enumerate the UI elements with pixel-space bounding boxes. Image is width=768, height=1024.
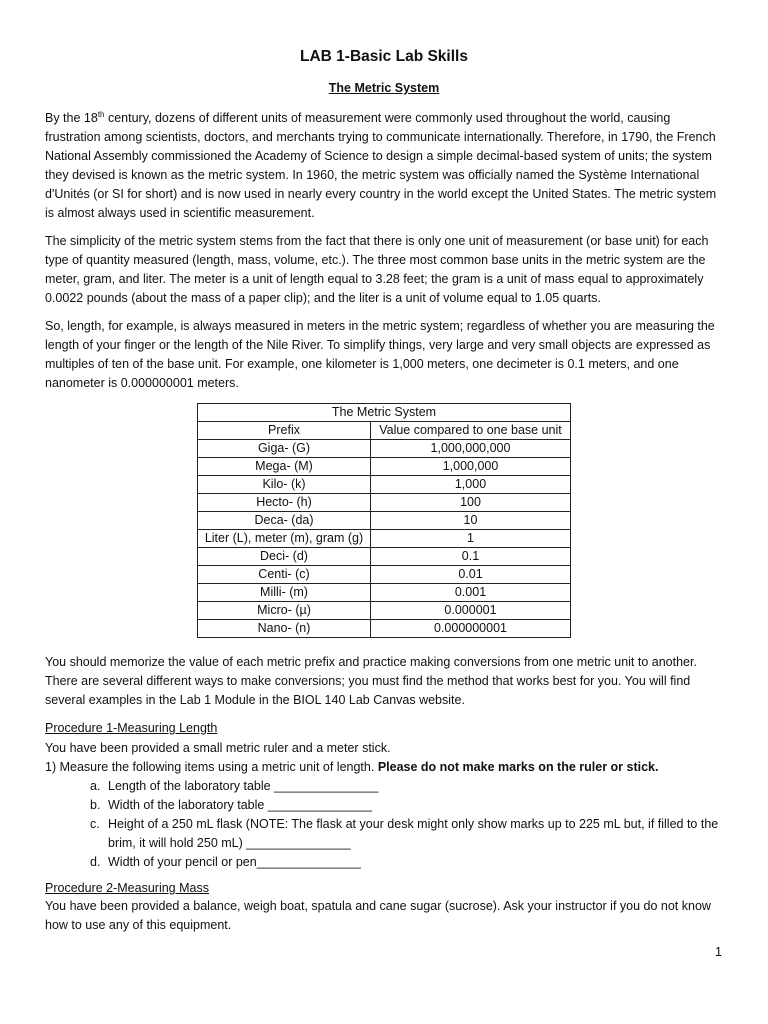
prefix-cell: Hecto- (h): [198, 494, 371, 512]
paragraph-history-rest: century, dozens of different units of measurement were commonly used throughout the world, causing frustration among scientists, doctors, and merchants trying to communicate internationally. Therefore, in 1790, the French National Assembly commissioned the Academy of Science to design a simple decimal-based system of units; the system they devised is known as the metric system. In 1960, the metric system was officially named the Système International d'Unités (or SI for short) and is now used in nearly every country in the world except the United States. The metric system is almost always used in scientific measurement.: [45, 111, 717, 220]
prefix-cell: Giga- (G): [198, 440, 371, 458]
list-item-text: Length of the laboratory table _______________: [108, 779, 379, 793]
ordinal-superscript: th: [97, 109, 105, 119]
list-item-label: d.: [90, 855, 101, 869]
list-item: [90, 853, 730, 872]
list-item-label: b.: [90, 798, 101, 812]
list-item-text: Height of a 250 mL flask (NOTE: The flask at your desk might only show marks up to 225 mL but, if filled to the: [108, 817, 719, 831]
value-cell: 1: [371, 530, 571, 548]
instruction-text: 1) Measure the following items using a metric unit of length.: [45, 760, 378, 774]
procedure-1-instruction: [45, 758, 735, 777]
table-caption-row: [198, 404, 571, 422]
section-subtitle: The Metric System: [328, 81, 440, 95]
table-row: [198, 458, 571, 476]
table-row: [198, 530, 571, 548]
procedure-2-text: You have been provided a balance, weigh boat, spatula and cane sugar (sucrose). Ask your instructor if you do not know how to use any of this equipment.: [45, 899, 711, 932]
procedure-1-intro: You have been provided a small metric ruler and a meter stick.: [45, 741, 391, 755]
table-row: [198, 512, 571, 530]
paragraph-history-start: By the 18: [45, 111, 98, 125]
table-row: [198, 566, 571, 584]
value-cell: 1,000,000: [371, 458, 571, 476]
column-header-prefix: Prefix: [198, 422, 371, 440]
table-row: [198, 494, 571, 512]
metric-prefix-table: [197, 403, 571, 638]
list-item-text: Width of your pencil or pen_______________: [108, 855, 361, 869]
value-cell: 0.000000001: [371, 620, 571, 638]
table-row: [198, 476, 571, 494]
value-cell: 10: [371, 512, 571, 530]
column-header-value: Value compared to one base unit: [371, 422, 571, 440]
prefix-cell: Centi- (c): [198, 566, 371, 584]
prefix-cell: Mega- (M): [198, 458, 371, 476]
paragraph-base-units: The simplicity of the metric system stems from the fact that there is only one unit of measurement (or base unit) for each type of quantity measured (length, mass, volume, etc.). The three most common base units in the metric system are the meter, gram, and liter. The meter is a unit of length equal to 3.28 feet; the gram is a unit of mass equal to approximately 0.0022 pounds (about the mass of a paper clip); and the liter is a unit of volume equal to 1.05 quarts.: [45, 234, 709, 305]
list-item: [90, 777, 730, 796]
prefix-cell: Deci- (d): [198, 548, 371, 566]
table-row: [198, 440, 571, 458]
prefix-cell: Milli- (m): [198, 584, 371, 602]
list-item-label: a.: [90, 779, 101, 793]
list-item-text: Width of the laboratory table _______________: [108, 798, 373, 812]
value-cell: 0.001: [371, 584, 571, 602]
value-cell: 100: [371, 494, 571, 512]
table-row: [198, 620, 571, 638]
list-item: [90, 815, 730, 834]
value-cell: 1,000,000,000: [371, 440, 571, 458]
list-item: [90, 796, 730, 815]
prefix-cell: Kilo- (k): [198, 476, 371, 494]
paragraph-history: [45, 109, 725, 223]
table-row: [198, 548, 571, 566]
paragraph-conversions: You should memorize the value of each metric prefix and practice making conversions from one metric unit to another. There are several different ways to make conversions; you must find the method that works best for you. You will find several examples in the Lab 1 Module in the BIOL 140 Lab Canvas website.: [45, 655, 697, 707]
prefix-cell: Micro- (µ): [198, 602, 371, 620]
list-item-text: brim, it will hold 250 mL) _______________: [108, 836, 351, 850]
page-number: 1: [715, 945, 722, 959]
prefix-cell: Deca- (da): [198, 512, 371, 530]
paragraph-multiples: So, length, for example, is always measured in meters in the metric system; regardless of whether you are measuring the length of your finger or the length of the Nile River. To simplify things, very large and very small objects are expressed as multiples of ten of the base unit. For example, one kilometer is 1,000 meters, one decimeter is 0.1 meters, and one nanometer is 0.000000001 meters.: [45, 319, 715, 390]
table-row: [198, 584, 571, 602]
prefix-cell: Nano- (n): [198, 620, 371, 638]
list-item-label: c.: [90, 817, 100, 831]
value-cell: 0.000001: [371, 602, 571, 620]
table-header-row: [198, 422, 571, 440]
list-item-continuation: [108, 834, 748, 853]
procedure-1-heading: Procedure 1-Measuring Length: [45, 721, 218, 735]
document-title: LAB 1-Basic Lab Skills: [300, 48, 468, 65]
procedure-2-heading: Procedure 2-Measuring Mass: [45, 881, 209, 895]
instruction-warning: Please do not make marks on the ruler or stick.: [377, 760, 659, 774]
table-row: [198, 602, 571, 620]
value-cell: 1,000: [371, 476, 571, 494]
table-caption: The Metric System: [198, 404, 571, 422]
value-cell: 0.1: [371, 548, 571, 566]
value-cell: 0.01: [371, 566, 571, 584]
prefix-cell: Liter (L), meter (m), gram (g): [198, 530, 371, 548]
